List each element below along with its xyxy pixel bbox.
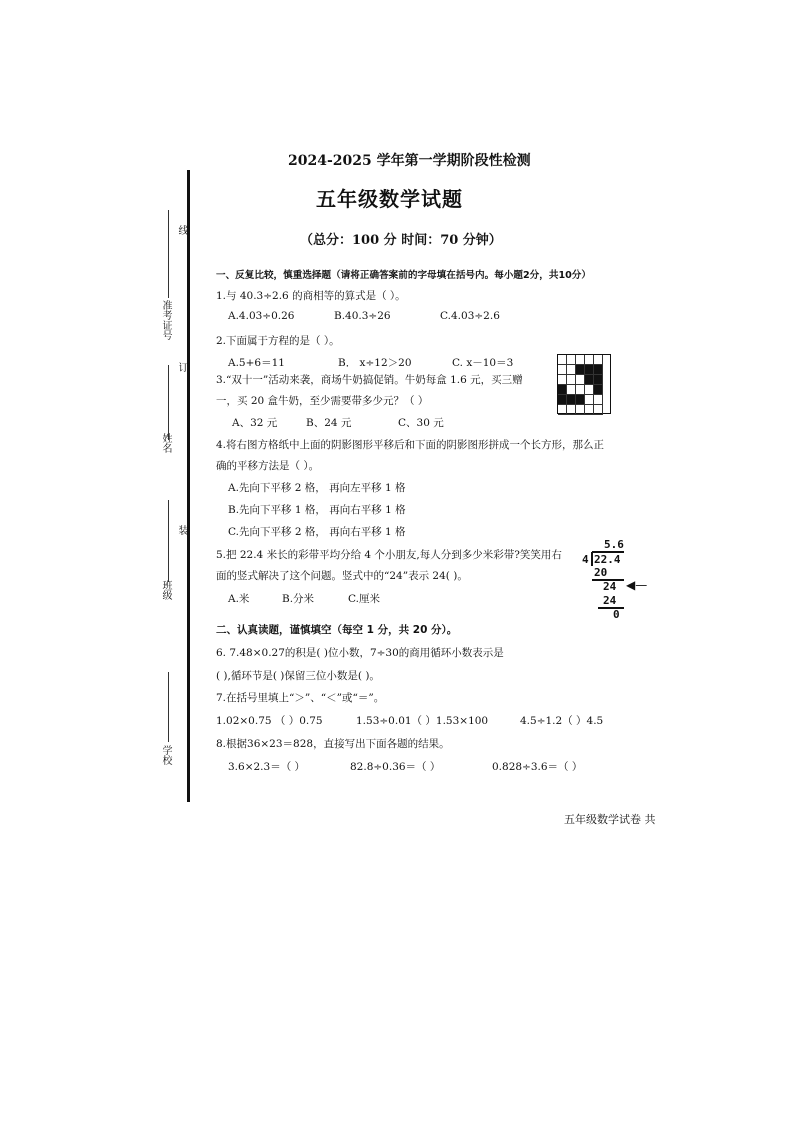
margin-label-xingming: 姓名 — [160, 433, 171, 453]
q6-line1: 6. 7.48×0.27的积是( )位小数，7÷30的商用循环小数表示是 — [216, 647, 504, 659]
q4-option-a: A.先向下平移 2 格， 再向左平移 1 格 — [228, 482, 406, 494]
margin-underline-xingming — [168, 365, 169, 440]
pointer-arrow-icon: ◀— — [626, 578, 648, 592]
q8-item-2: 82.8÷0.36＝（ ） — [350, 761, 441, 773]
page-title: 五年级数学试题 — [316, 187, 463, 211]
division-dividend: 22.4 — [594, 553, 621, 566]
q8-item-3: 0.828÷3.6＝（ ） — [492, 761, 583, 773]
q7-item-1: 1.02×0.75 （ ）0.75 — [216, 715, 323, 727]
division-step1: 20 — [594, 566, 608, 579]
q3-option-b: B、24 元 — [306, 417, 352, 429]
q1-option-c: C.4.03÷2.6 — [440, 310, 500, 322]
q5-option-a: A.米 — [228, 593, 250, 605]
page-footer: 五年级数学试卷 共 — [564, 813, 656, 826]
exam-period: 2024-2025 学年第一学期阶段性检测 — [288, 153, 531, 169]
q6-line2: ( ),循环节是( )保留三位小数是( )。 — [216, 670, 380, 682]
q4-option-c: C.先向下平移 2 格， 再向右平移 1 格 — [228, 526, 406, 538]
division-divisor: 4 — [582, 553, 589, 566]
margin-underline-xuexiao — [168, 672, 169, 742]
margin-label-xuexiao: 学校 — [160, 745, 171, 765]
margin-label-zhunkaozheng: 准考证号 — [160, 300, 171, 340]
q2-stem: 2.下面属于方程的是（ ）。 — [216, 335, 340, 347]
division-step3: 24 — [603, 594, 617, 607]
q2-option-b: B． x÷12＞20 — [338, 357, 412, 369]
margin-underline-banji — [168, 500, 169, 582]
division-step2: 24 — [603, 580, 617, 593]
q7-item-3: 4.5÷1.2（ ）4.5 — [520, 715, 604, 727]
q3-option-c: C、30 元 — [398, 417, 444, 429]
division-quotient: 5.6 — [604, 538, 624, 551]
margin-label-zhuang: 装 — [176, 525, 187, 535]
q5-stem-line2: 面的竖式解决了这个问题。竖式中的“24”表示 24( )。 — [216, 570, 468, 582]
q7-stem: 7.在括号里填上“＞”、“＜”或“＝”。 — [216, 692, 385, 704]
q5-option-c: C.厘米 — [348, 593, 380, 605]
q1-stem: 1.与 40.3÷2.6 的商相等的算式是（ ）。 — [216, 290, 406, 302]
margin-label-ding: 订 — [176, 362, 187, 372]
q3-option-a: A、32 元 — [232, 417, 278, 429]
q2-option-c: C. x－10＝3 — [452, 357, 514, 369]
section2-heading: 二、认真读题，谨慎填空（每空 1 分，共 20 分）。 — [216, 624, 458, 636]
q1-option-a: A.4.03÷0.26 — [228, 310, 295, 322]
q8-stem: 8.根据36×23＝828，直接写出下面各题的结果。 — [216, 738, 450, 750]
binding-border-line — [187, 170, 190, 802]
q4-stem-line1: 4.将右图方格纸中上面的阴影图形平移后和下面的阴影图形拼成一个长方形，那么正 — [216, 439, 605, 451]
margin-label-banji: 班级 — [160, 580, 171, 600]
q3-stem-line1: 3.“双十一”活动来袭，商场牛奶搞促销。牛奶每盒 1.6 元，买三赠 — [216, 374, 523, 386]
exam-meta: （总分：100 分 时间：70 分钟） — [300, 233, 502, 248]
q5-option-b: B.分米 — [282, 593, 315, 605]
q2-option-a: A.5+6＝11 — [228, 357, 285, 369]
division-remainder: 0 — [613, 608, 620, 621]
q7-item-2: 1.53÷0.01（ ）1.53×100 — [356, 715, 489, 727]
q8-item-1: 3.6×2.3＝（ ） — [228, 761, 306, 773]
q5-stem-line1: 5.把 22.4 米长的彩带平均分给 4 个小朋友,每人分到多少米彩带?笑笑用右 — [216, 549, 562, 561]
q1-option-b: B.40.3÷26 — [334, 310, 391, 322]
translation-grid-figure — [557, 354, 611, 414]
q4-stem-line2: 确的平移方法是（ ）。 — [216, 460, 320, 472]
margin-underline-zhunkaozheng — [168, 210, 169, 298]
q3-stem-line2: 一，买 20 盒牛奶，至少需要带多少元？（ ） — [216, 395, 429, 407]
section1-heading: 一、反复比较，慎重选择题（请将正确答案前的字母填在括号内。每小题2分，共10分） — [216, 270, 591, 281]
q4-option-b: B.先向下平移 1 格， 再向右平移 1 格 — [228, 504, 406, 516]
margin-label-xian: 线 — [176, 225, 187, 235]
